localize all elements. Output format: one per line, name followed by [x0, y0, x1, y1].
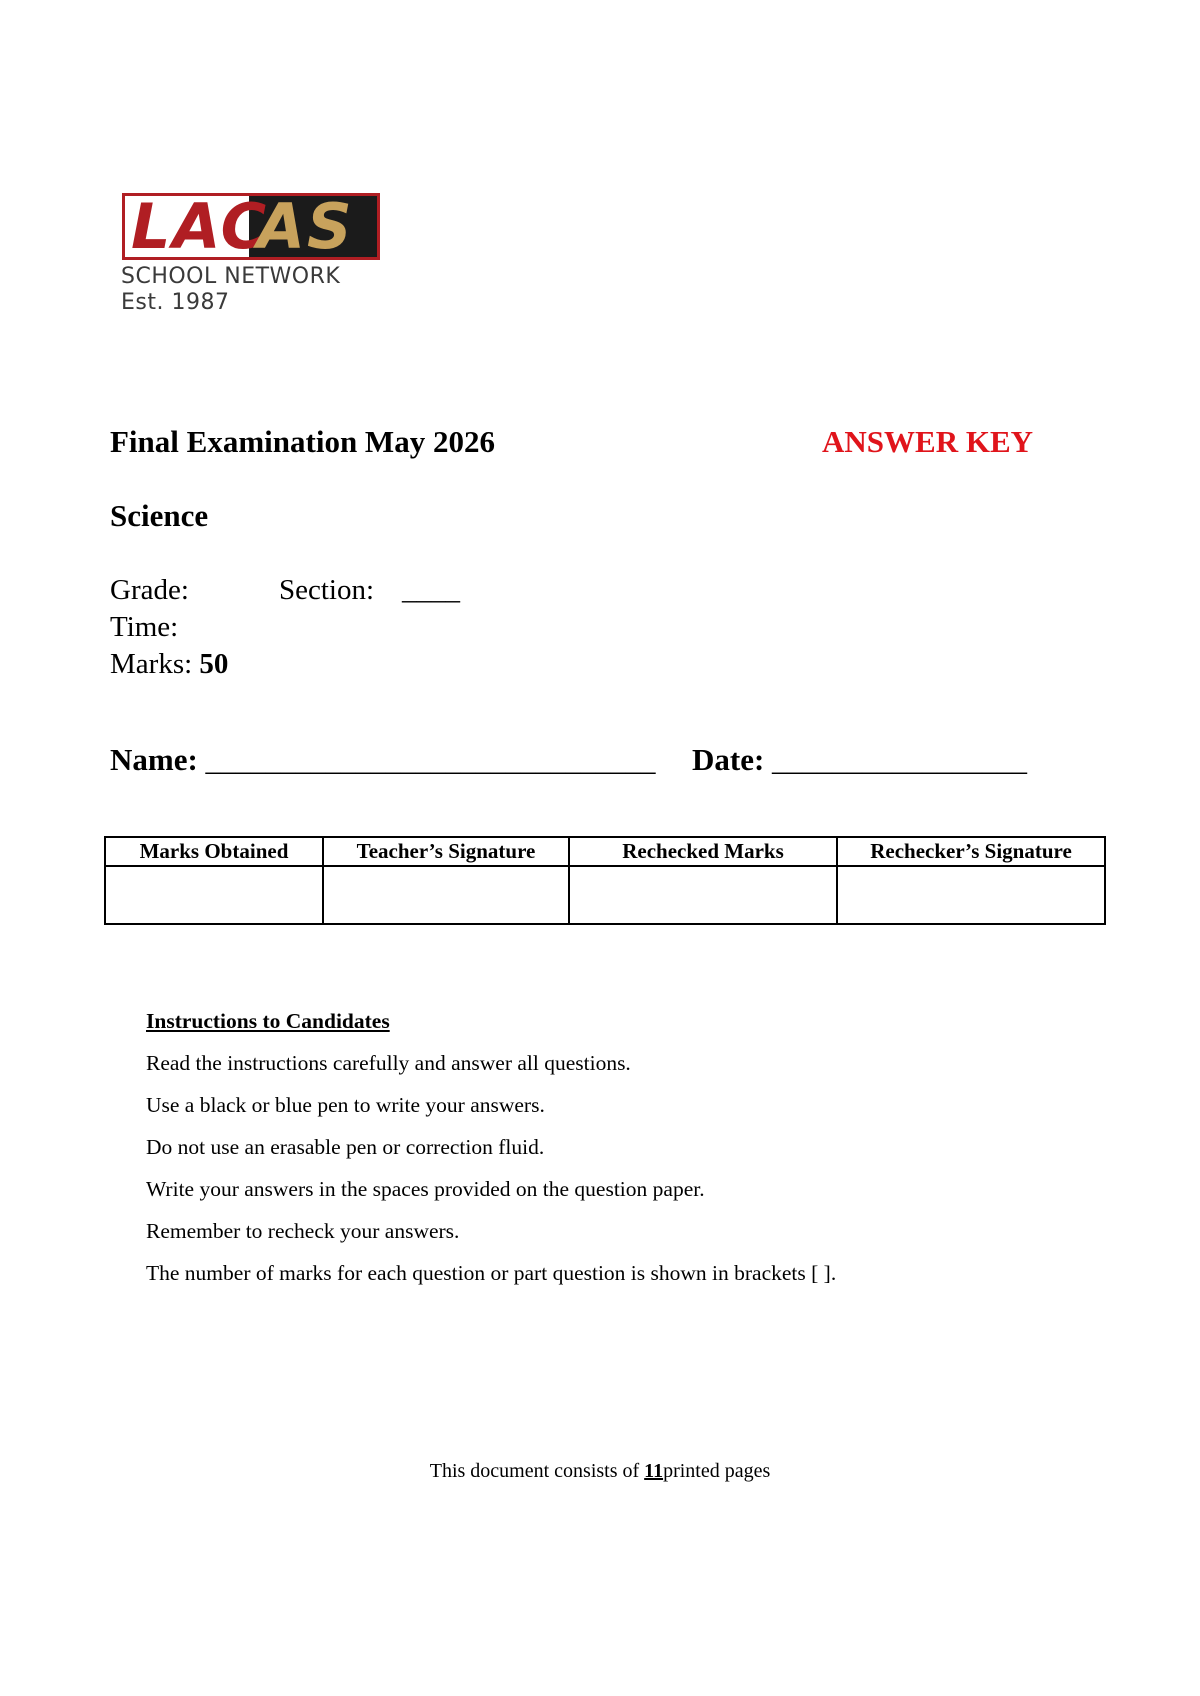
subject-title: Science [110, 498, 209, 533]
page-count-note [0, 1460, 1200, 1483]
page-count: 11 [644, 1460, 664, 1482]
table-header-row [105, 837, 1105, 866]
marks-table [104, 836, 1106, 925]
answer-key-label: ANSWER KEY [822, 424, 1034, 459]
section-label: Section: [279, 574, 375, 606]
name-label: Name: [110, 742, 198, 777]
grade-label: Grade: [110, 574, 189, 606]
footer-suffix: printed pages [663, 1460, 771, 1482]
logo-tagline: SCHOOL NETWORK [121, 264, 341, 289]
teacher-signature-cell[interactable] [323, 866, 569, 924]
logo-mark [122, 193, 380, 260]
marks-obtained-header: Marks Obtained [105, 837, 323, 866]
instruction-item: Write your answers in the spaces provided on the question paper. [146, 1177, 705, 1201]
rechecked-marks-cell[interactable] [569, 866, 837, 924]
logo-text-red: LAC [131, 193, 269, 260]
instruction-item: The number of marks for each question or part question is shown in brackets [ ]. [146, 1261, 837, 1285]
rechecker-signature-cell[interactable] [837, 866, 1105, 924]
section-field[interactable]: ____ [402, 574, 460, 606]
logo-established: Est. 1987 [121, 290, 230, 315]
marks-obtained-cell[interactable] [105, 866, 323, 924]
teacher-signature-header: Teacher’s Signature [323, 837, 569, 866]
name-line [110, 742, 656, 778]
rechecker-signature-header: Rechecker’s Signature [837, 837, 1105, 866]
time-label: Time: [110, 611, 179, 643]
date-field[interactable]: _________________ [772, 744, 1028, 777]
instruction-item: Read the instructions carefully and answer all questions. [146, 1051, 631, 1075]
instruction-item: Use a black or blue pen to write your answers. [146, 1093, 545, 1117]
footer-prefix: This document consists of [429, 1460, 645, 1482]
instruction-item: Do not use an erasable pen or correction fluid. [146, 1135, 545, 1159]
date-line [692, 742, 1027, 778]
instructions-heading: Instructions to Candidates [146, 1009, 390, 1033]
logo-text-gold: AS [257, 193, 354, 260]
instruction-item: Remember to recheck your answers. [146, 1219, 460, 1243]
marks-line [110, 648, 228, 681]
marks-label: Marks: [110, 648, 193, 680]
rechecked-marks-header: Rechecked Marks [569, 837, 837, 866]
date-label: Date: [692, 742, 765, 777]
name-field[interactable]: ______________________________ [205, 744, 656, 777]
table-row [105, 866, 1105, 924]
marks-value: 50 [199, 648, 229, 680]
school-logo [118, 186, 402, 324]
exam-title: Final Examination May 2026 [110, 424, 495, 459]
